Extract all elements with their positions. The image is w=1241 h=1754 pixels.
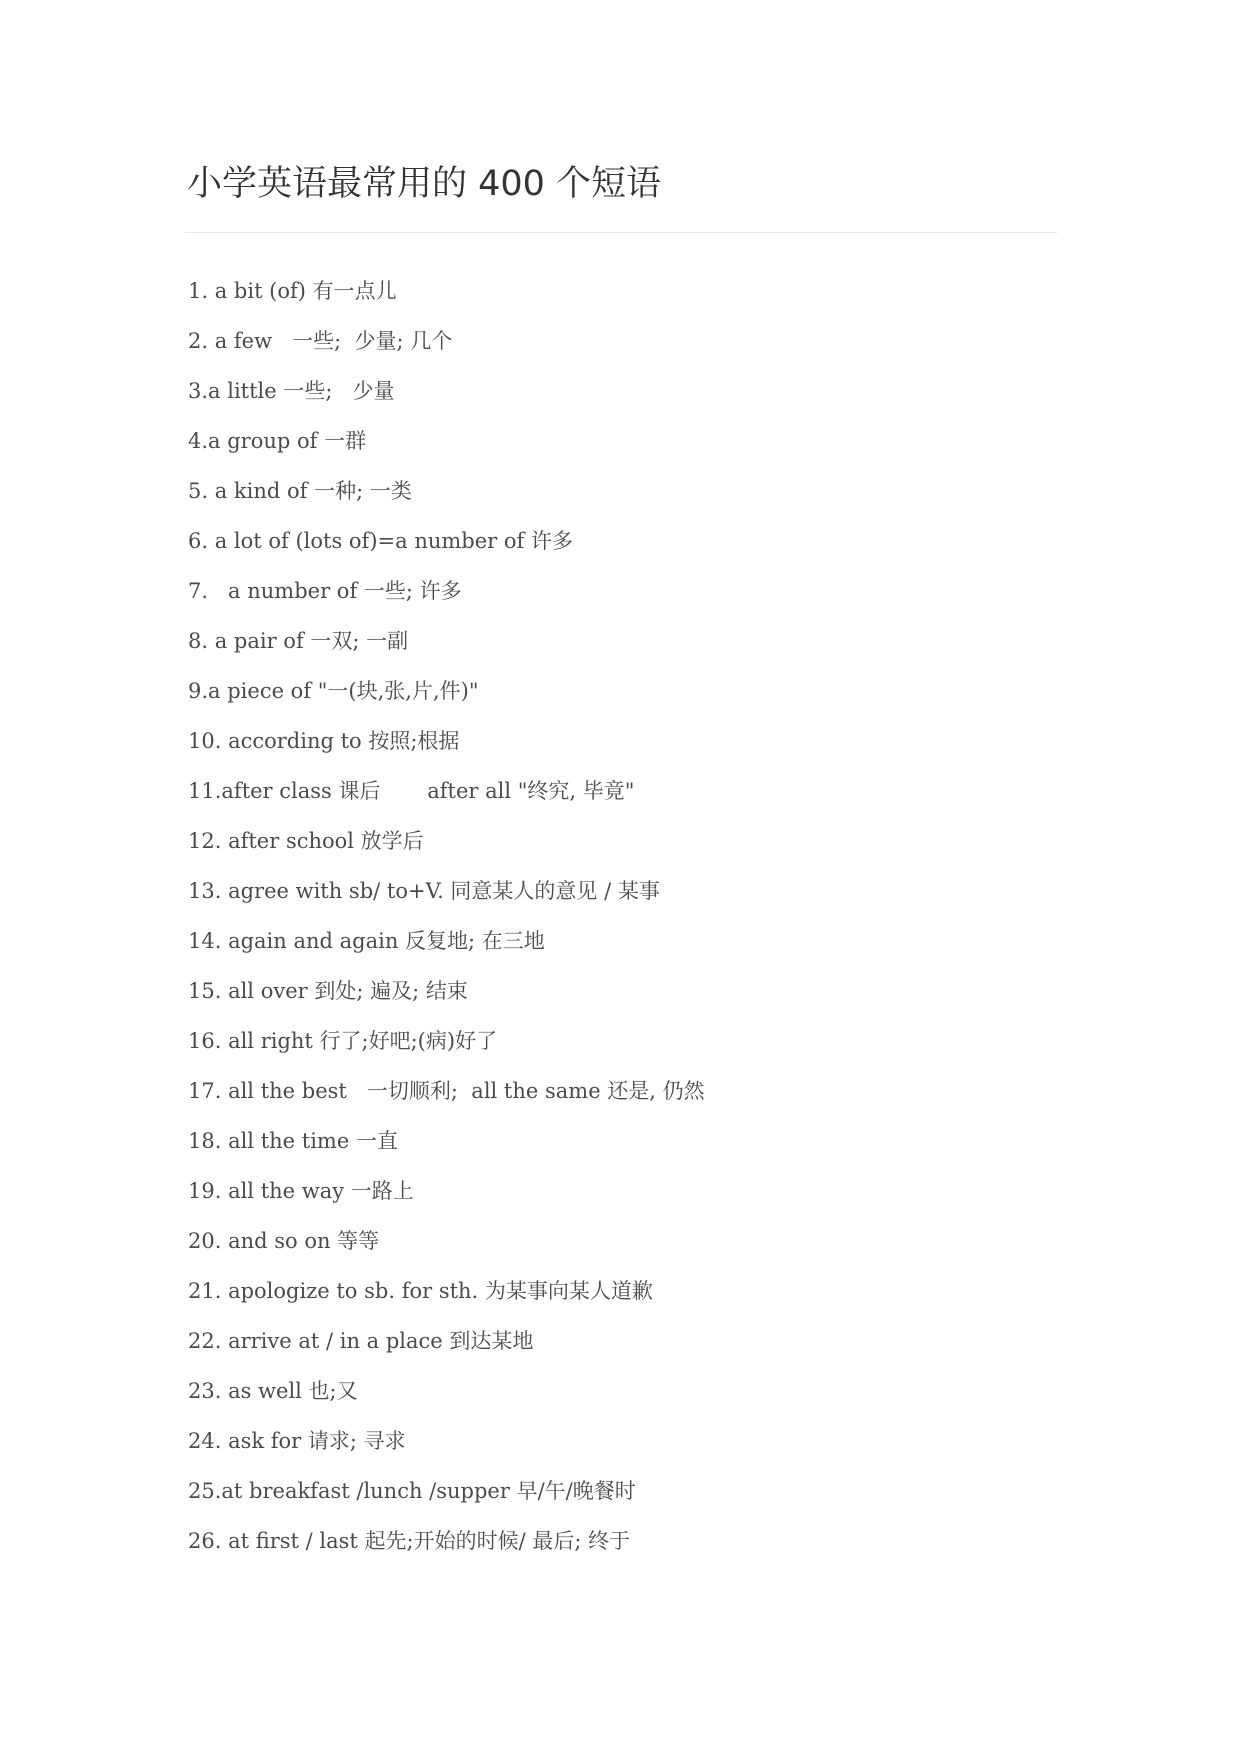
list-item: 11.after class 课后 after all "终究, 毕竟" — [188, 779, 635, 803]
list-item: 6. a lot of (lots of)=a number of 许多 — [188, 529, 573, 553]
list-item: 15. all over 到处; 遍及; 结束 — [188, 979, 468, 1003]
list-item: 8. a pair of 一双; 一副 — [188, 629, 409, 653]
list-item: 13. agree with sb/ to+V. 同意某人的意见 / 某事 — [188, 879, 660, 903]
list-item: 12. after school 放学后 — [188, 829, 424, 853]
list-item: 1. a bit (of) 有一点儿 — [188, 279, 397, 303]
list-item: 22. arrive at / in a place 到达某地 — [188, 1329, 534, 1353]
list-item: 10. according to 按照;根据 — [188, 729, 460, 753]
list-item: 18. all the time 一直 — [188, 1129, 398, 1153]
list-item: 7. a number of 一些; 许多 — [188, 579, 462, 603]
list-item: 19. all the way 一路上 — [188, 1179, 414, 1203]
list-item: 2. a few 一些; 少量; 几个 — [188, 329, 453, 353]
page-title: 小学英语最常用的 400 个短语 — [187, 164, 662, 204]
list-item: 3.a little 一些; 少量 — [188, 379, 395, 403]
list-item: 26. at first / last 起先;开始的时候/ 最后; 终于 — [188, 1529, 631, 1553]
list-item: 5. a kind of 一种; 一类 — [188, 479, 412, 503]
phrase-list — [188, 266, 705, 1566]
list-item: 4.a group of 一群 — [188, 429, 367, 453]
list-item: 14. again and again 反复地; 在三地 — [188, 929, 545, 953]
list-item: 20. and so on 等等 — [188, 1229, 380, 1253]
list-item: 21. apologize to sb. for sth. 为某事向某人道歉 — [188, 1279, 653, 1303]
list-item: 25.at breakfast /lunch /supper 早/午/晚餐时 — [188, 1479, 636, 1503]
title-divider — [185, 232, 1057, 233]
list-item: 16. all right 行了;好吧;(病)好了 — [188, 1029, 498, 1053]
list-item: 23. as well 也;又 — [188, 1379, 358, 1403]
list-item: 9.a piece of "一(块,张,片,件)" — [188, 679, 479, 703]
list-item: 17. all the best 一切顺利; all the same 还是, 仍然 — [188, 1079, 705, 1103]
list-item: 24. ask for 请求; 寻求 — [188, 1429, 406, 1453]
